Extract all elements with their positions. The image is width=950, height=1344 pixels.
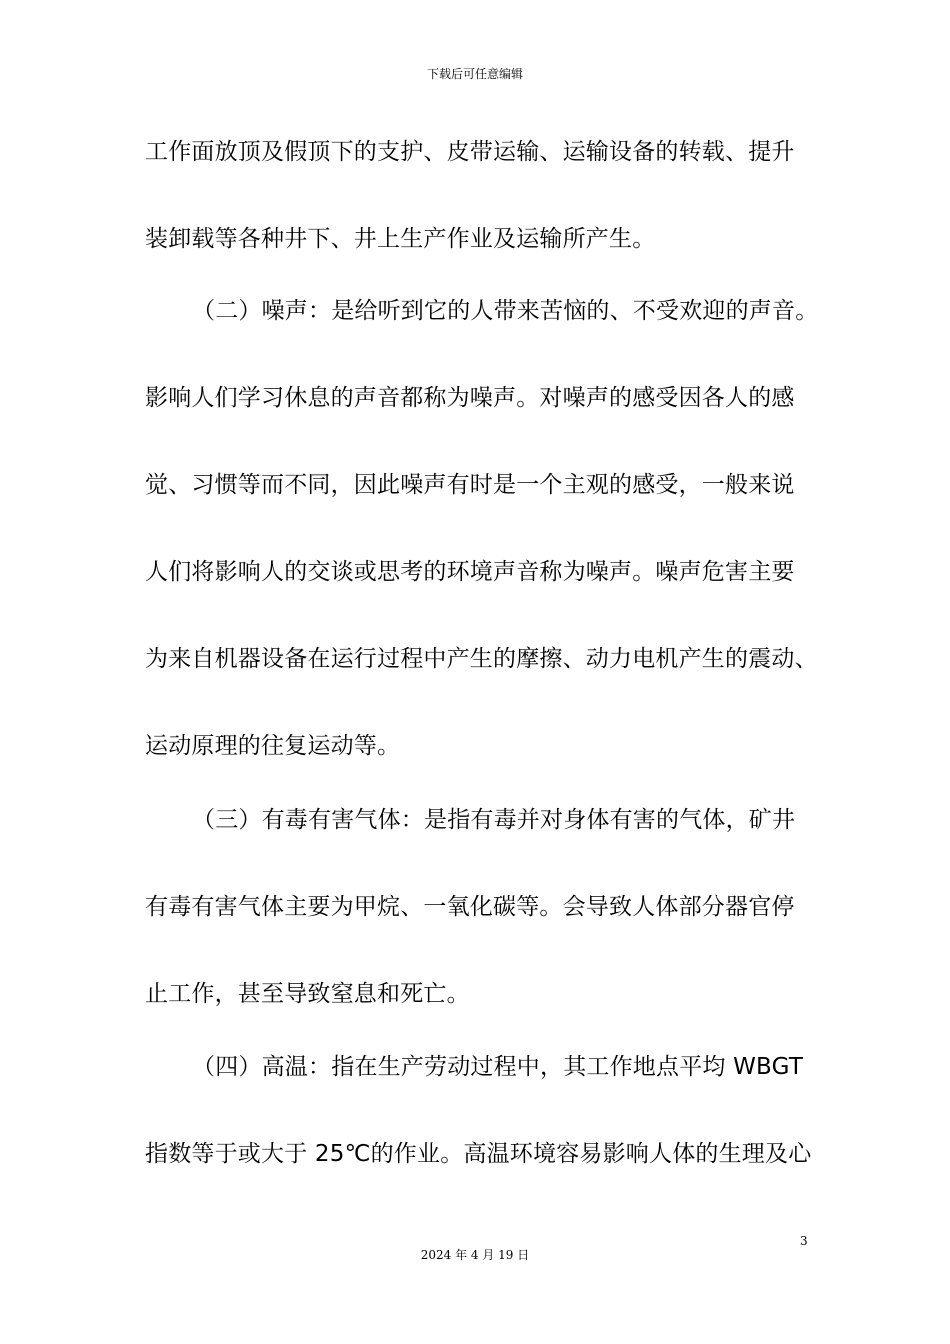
body-line: （二）噪声：是给听到它的人带来苦恼的、不受欢迎的声音。 <box>192 298 819 324</box>
body-line: （三）有毒有害气体：是指有毒并对身体有害的气体，矿井 <box>192 807 796 833</box>
body-line: 觉、习惯等而不同，因此噪声有时是一个主观的感受，一般来说 <box>145 472 795 498</box>
footer-date: 2024 年 4 月 19 日 <box>420 1248 530 1262</box>
body-line: 有毒有害气体主要为甲烷、一氧化碳等。会导致人体部分器官停 <box>145 894 795 920</box>
body-line: 运动原理的往复运动等。 <box>145 733 401 759</box>
body-line: 装卸载等各种井下、井上生产作业及运输所产生。 <box>145 226 656 252</box>
body-line: （四）高温：指在生产劳动过程中，其工作地点平均 WBGT <box>192 1054 804 1080</box>
body-line: 止工作，甚至导致窒息和死亡。 <box>145 981 470 1007</box>
body-line: 指数等于或大于 25℃的作业。高温环境容易影响人体的生理及心 <box>145 1141 812 1167</box>
body-line: 人们将影响人的交谈或思考的环境声音称为噪声。噪声危害主要 <box>145 559 795 585</box>
body-line: 工作面放顶及假顶下的支护、皮带运输、运输设备的转载、提升 <box>145 139 795 165</box>
body-line: 为来自机器设备在运行过程中产生的摩擦、动力电机产生的震动、 <box>145 646 818 672</box>
page-number: 3 <box>800 1234 808 1248</box>
header-note: 下载后可任意编辑 <box>426 67 523 81</box>
body-line: 影响人们学习休息的声音都称为噪声。对噪声的感受因各人的感 <box>145 385 795 411</box>
